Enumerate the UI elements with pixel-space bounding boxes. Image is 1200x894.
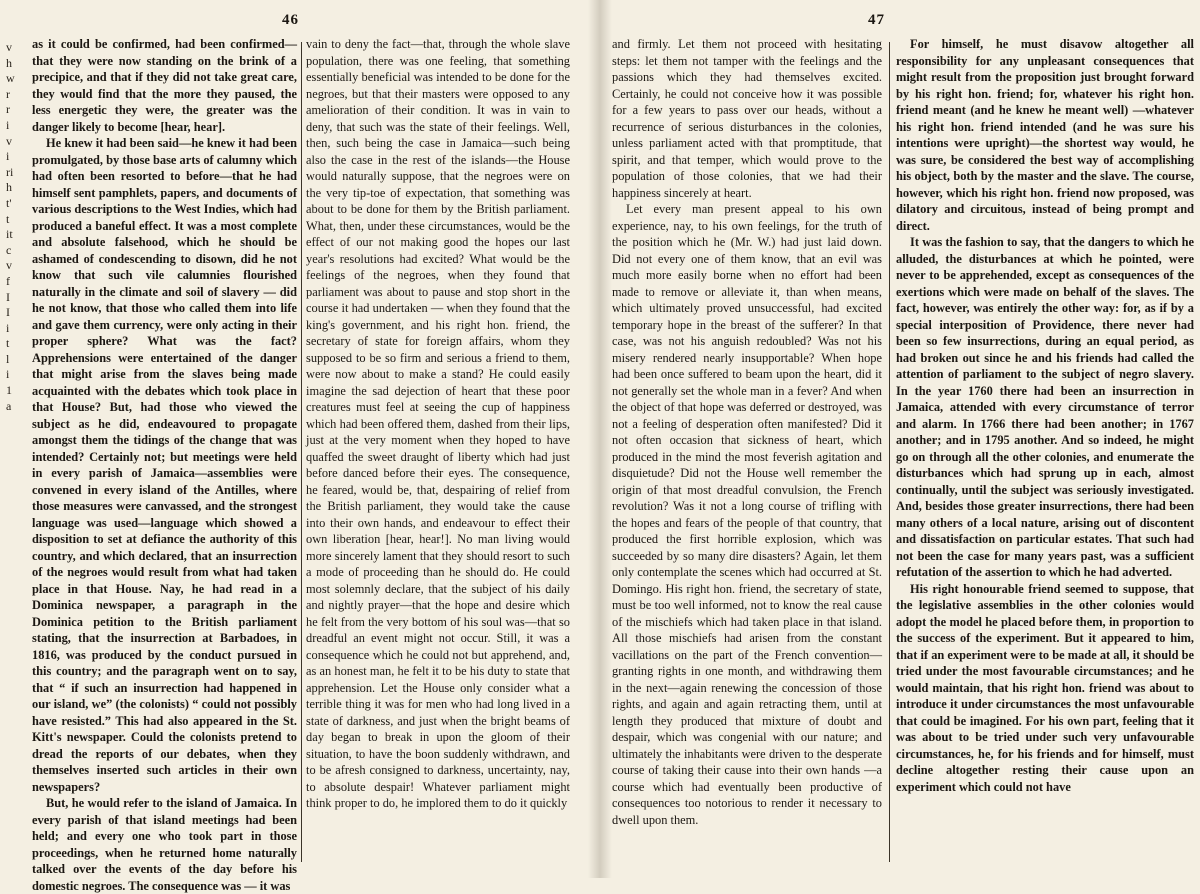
paragraph: It was the fashion to say, that the dangers to which he alluded, the disturbances at which he pointed, were never to be apprehended, except as consequences of the exertions which were made on behalf of the slaves. The fact, however, was entirely the other way: for, as if by a special interposition of Providence, there never had been so few insurrections, during an equal period, as had broken out since he and his friends had called the attention of parliament to the subject of negro slavery. In the year 1760 there had been an insurrection in Jamaica, attended with every circumstance of terror and alarm. In 1766 there had been another; in 1767 another; and in 1795 another. And so indeed, he might go on through all the other colonies, and enumerate the disturbances which had sprung up in each, almost continually, until the subject was seriously investigated. And, besides those greater insurrections, there had been many others of a local nature, arising out of discontent and dissatisfaction on particular estates. That such had not been the case for many years past, was a sufficient refutation of the assertion to which he had adverted.: [896, 235, 1194, 579]
paragraph: He knew it had been said—he knew it had been promulgated, by those base arts of calumny which had often been resorted to before—that he had himself sent pamphlets, papers, and documents of various descriptions to the West Indies, which had produced a baneful effect. It was a most complete and absolute falsehood, which he should be ashamed of condescending to disown, did he not know that such vile calumnies flourished naturally in the climate and soil of slavery — did he not know, that those who called them into life and gave them currency, were only acting in their proper sphere? What was the fact? Apprehensions were entertained of the danger that might arise from the slaves being made acquainted with the debates which took place in that House? But, had those who viewed the subject as he did, endeavoured to propagate amongst them the tidings of the change that was intended? Certainly not; but meetings were held in every parish of Jamaica—assemblies were convened in every island of the Antilles, where those measures were canvassed, and the strongest language was used—language which showed a disposition to set at defiance the authority of this country, and which declared, that an insurrection of the negroes would result from what had taken place in that House. Nay, he had read in a Dominica newspaper, a paragraph in the Dominica petition to the British parliament stating, that the insurrection at Barbadoes, in 1816, was produced by the conduct pursued in this country; and the paragraph went on to say, that “ if such an insurrection had happened in our island, we” (the colonists) “ could not possibly have resisted.” This had also appeared in the St. Kitt's newspaper. Could the colonists pretend to dread the reports of our debates, when they themselves inserted such articles in their own newspapers?: [32, 136, 297, 794]
right-page-column-2: [896, 36, 1194, 874]
book-gutter: [588, 0, 612, 878]
paragraph: But, he would refer to the island of Jamaica. In every parish of that island meetings had been held; and every one who took part in those proceedings, when he returned home naturally talked over the events of the day before his domestic negroes. The consequence was — it was: [32, 796, 297, 893]
right-page-column-1: [612, 36, 882, 874]
paragraph: His right honourable friend seemed to suppose, that the legislative assemblies in the other colonies would adopt the model he placed before them, in proportion to the success of the experiment. But it appeared to him, that if an experiment were to be made at all, it should be tried under the most favourable circumstances; and he would maintain, that his right hon. friend was about to introduce it under circumstances the most unfavourable that could be imagined. For his own part, feeling that it was about to be tried under such very unfavourable circumstances, he, for his friends and for himself, must decline altogether resting their cause upon an experiment which could not have: [896, 581, 1194, 794]
paragraph: as it could be confirmed, had been confirmed—that they were now standing on the brink of a precipice, and that if they did not take great care, they would find that the more they paused, the less energetic they were, the greater was the danger likely to become [hear, hear].: [32, 37, 297, 134]
right-page-number: 47: [868, 12, 885, 28]
previous-page-fragment: v h w r r i v i ri h t' t it c v f I I i t l i 1 a: [6, 40, 15, 413]
paragraph: vain to deny the fact—that, through the whole slave population, there was one feeling, that something essentially beneficial was intended to be done for the negroes, but that their masters were opposed to any amelioration of their condition. It was in vain to deny, that such was the state of their feelings. Well, then, such being the case in Jamaica—such being also the case in the rest of the islands—the House would naturally suppose, that the negroes were on the very tip-toe of expectation, that something was about to be done for them by the British parliament. What, then, under these circumstances, would be the effect of our not making good the hopes our last year's resolutions had excited? What would be the feelings of the negroes, when they found that parliament was about to pause and stop short in the course it had undertaken — when they found that the king's government, and his right hon. friend, the secretary of state for foreign affairs, whom they supposed to be so firm and serious a friend to them, were now about to make a stand? He could easily imagine the sad dejection of heart that these poor creatures must feel at seeing the cup of happiness which had been offered them, dashed from their lips, just at the very moment when they hoped to have quaffed the sweet draught of liberty which had just before danced before their eyes. The consequence, he feared, would be, that, despairing of relief from the British parliament, they would take the cause into their own hands, and endeavour to effect their own liberation [hear, hear!]. No man living would more sincerely lament that they should resort to such a mode of proceeding than he should do. He could most solemnly declare, that the subject of his daily and nightly prayer—that the hope and desire which he felt from the very bottom of his soul was—that so dreadful an event might not occur. Still, it was a consequence which he could not but apprehend, and, as an honest man, he felt it to be his duty to state that apprehension. Let the House only consider what a terrible thing it was for men who had long lived in a state of darkness, and just when the bright beams of day began to break in upon the gloom of their situation, to have the boon suddenly withdrawn, and to be afresh consigned to darkness, uncertainty, nay, to absolute despair! Whatever parliament might think proper to do, he implored them to do it quickly: [306, 37, 570, 810]
left-page-column-1: [32, 36, 297, 893]
left-page-column-2: [306, 36, 570, 874]
column-rule: [889, 42, 890, 862]
left-page-number: 46: [282, 12, 299, 28]
paragraph: and firmly. Let them not proceed with hesitating steps: let them not tamper with the feelings and the passions which they had themselves excited. Certainly, he could not conceive how it was possible for a few years to pass over our heads, without a recurrence of serious disturbances in the colonies, unless parliament acted with that promptitude, that spirit, and that temper, which would prove to the population of those colonies, that we had their happiness sincerely at heart.: [612, 37, 882, 200]
column-rule: [301, 42, 302, 862]
paragraph: For himself, he must disavow altogether all responsibility for any unpleasant consequences that might result from the proposition just brought forward by his right hon. friend; for, whatever his right hon. friend meant (and he knew he meant well) —whatever his right hon. friend intended (and he was sure his intentions were upright)—the shortest way would, he was sure, be considered the best way of accomplishing his object, both by the master and the slave. The course, however, which his right hon. friend now proposed, was dilatory and circuitous, instead of being prompt and direct.: [896, 37, 1194, 233]
paragraph: Let every man present appeal to his own experience, nay, to his own feelings, for the truth of the position which he (Mr. W.) had just laid down. Did not every one of them know, that an evil was much more easily borne when no effort had been made to remove or alleviate it, than when means, which ultimately proved unsuccessful, had excited temporary hope in the breast of the sufferer? In that case, was not his anguish redoubled? Was not his misery rendered nearly insupportable? When hope had been once suffered to beam upon the heart, did it not generally set the whole man in a fever? And when the object of that hope was deferred or destroyed, was not a feeling of desperation often manifested? Did it not often occasion that sickness of heart, which produced in the mind the most feverish agitation and disquietude? Did not the House well remember the origin of that most dreadful convulsion, the French revolution? Was it not a long course of trifling with the hopes and fears of the people of that country, that produced the first horrible explosion, which was succeeded by so many dire disasters? Again, let them only contemplate the scenes which had occurred at St. Domingo. His right hon. friend, the secretary of state, must be too well informed, not to know the real cause of the mischiefs which had taken place in that island. All those mischiefs had arisen from the constant vacillations on the part of the French convention—granting rights in one month, and withdrawing them in the next—again renewing the concession of those rights, and again and again retracting them, until at length they produced that mixture of doubt and despair, which was congenial with our nature; and ultimately the inhabitants were driven to the desperate course of taking their cause into their own hands —a course which had eventually been productive of consequences too notorious to render it necessary to dwell upon them.: [612, 202, 882, 827]
